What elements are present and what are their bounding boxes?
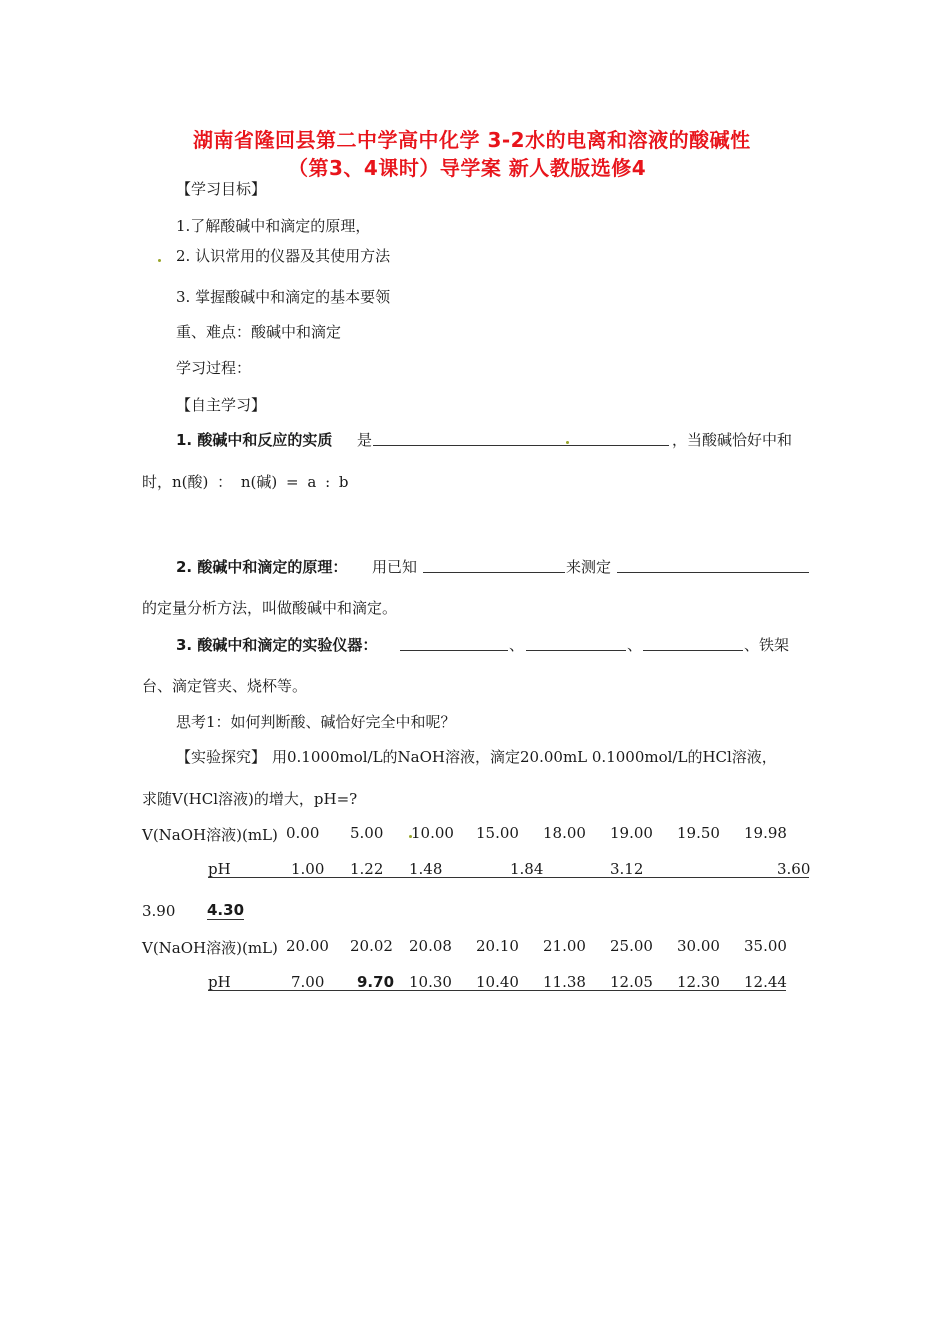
table2-ph-cell: 10.30 <box>409 973 452 991</box>
table2-volume-cell: 30.00 <box>677 937 720 955</box>
title-line-2: （第3、4课时）导学案 新人教版选修4 <box>288 156 647 180</box>
q1-is: 是 <box>357 431 373 449</box>
table2-ph-cell: 12.44 <box>744 973 787 991</box>
table2-ph-cell: 9.70 <box>357 973 395 991</box>
q3-blank-1[interactable] <box>400 634 508 651</box>
table1-volume-cell: 15.00 <box>476 824 519 842</box>
q3-blank-2[interactable] <box>526 634 626 651</box>
table2-ph-cell: 11.38 <box>543 973 586 991</box>
table2-volume-label: V(NaOH溶液)(mL) <box>142 939 278 957</box>
experiment-text: 用0.1000mol/L的NaOH溶液，滴定20.00mL 0.1000mol/L的HCl溶液， <box>272 748 777 766</box>
table2-ph-cell: 10.40 <box>476 973 519 991</box>
q3-line-2: 台、滴定管夹、烧杯等。 <box>142 677 308 695</box>
table2-volume-cell: 20.00 <box>286 937 329 955</box>
goals-heading: 【学习目标】 <box>176 180 267 198</box>
q3-sep-2: 、 <box>627 636 643 654</box>
table1-volume-cell: 19.00 <box>610 824 653 842</box>
table1-volume-cell: 10.00 <box>411 824 454 842</box>
table2-volume-cell: 25.00 <box>610 937 653 955</box>
table2-volume-cell: 35.00 <box>744 937 787 955</box>
table2-volume-cell: 20.10 <box>476 937 519 955</box>
table1-volume-cell: 5.00 <box>350 824 384 842</box>
q2-text-known: 用已知 <box>372 558 418 576</box>
table1-ph-cell: 1.84 <box>510 860 544 878</box>
title-line-1: 湖南省隆回县第二中学高中化学 3-2水的电离和溶液的酸碱性 <box>193 128 751 152</box>
experiment-heading: 【实验探究】 <box>176 748 267 766</box>
table1-ph-cell: 1.00 <box>291 860 325 878</box>
q2-blank-2[interactable] <box>617 556 809 573</box>
decorative-dot <box>566 441 569 444</box>
goal-item-2: 2. 认识常用的仪器及其使用方法 <box>176 247 391 265</box>
table2-ph-label: pH <box>208 973 231 991</box>
process-label: 学习过程： <box>176 359 252 377</box>
q1-mid: ，当酸碱恰好中和 <box>672 431 793 449</box>
q2-blank-1[interactable] <box>423 556 565 573</box>
q1-label: 1. 酸碱中和反应的实质 <box>176 431 333 449</box>
key-points: 重、难点：酸碱中和滴定 <box>176 323 342 341</box>
table1-volume-cell: 0.00 <box>286 824 320 842</box>
think-question: 思考1：如何判断酸、碱恰好完全中和呢？ <box>176 713 456 731</box>
table1-ph-cell: 1.48 <box>409 860 443 878</box>
q2-text-measure: 来测定 <box>566 558 612 576</box>
self-study-heading: 【自主学习】 <box>176 396 267 414</box>
table1-volume-cell: 19.50 <box>677 824 720 842</box>
table1-ph-label: pH <box>208 860 231 878</box>
q3-blank-3[interactable] <box>643 634 743 651</box>
table1-volume-cell: 19.98 <box>744 824 787 842</box>
table1-volume-label: V(NaOH溶液)(mL) <box>142 826 278 844</box>
table2-volume-cell: 20.08 <box>409 937 452 955</box>
goal-item-3: 3. 掌握酸碱中和滴定的基本要领 <box>176 288 391 306</box>
table2-ph-cell: 7.00 <box>291 973 325 991</box>
q2-line-2: 的定量分析方法，叫做酸碱中和滴定。 <box>142 599 398 617</box>
q1-line-2: 时，n(酸) ： n(碱) = a : b <box>142 473 349 491</box>
table2-volume-cell: 20.02 <box>350 937 393 955</box>
table1-ph-cell: 3.12 <box>610 860 644 878</box>
table1-ph-cell: 3.60 <box>777 860 811 878</box>
q3-sep-1: 、 <box>509 636 525 654</box>
q3-end: 、铁架 <box>744 636 790 654</box>
experiment-line-2: 求随V(HCl溶液)的增大，pH=? <box>142 790 358 808</box>
decorative-dot <box>158 259 161 262</box>
goal-item-1: 1.了解酸碱中和滴定的原理， <box>176 217 371 235</box>
table1-ph-cont-cell: 4.30 <box>207 901 245 919</box>
q2-label: 2. 酸碱中和滴定的原理： <box>176 558 348 576</box>
q3-label: 3. 酸碱中和滴定的实验仪器： <box>176 636 378 654</box>
table2-ph-cell: 12.05 <box>610 973 653 991</box>
table1-volume-cell: 18.00 <box>543 824 586 842</box>
table1-ph-cell: 1.22 <box>350 860 384 878</box>
q1-answer-blank[interactable] <box>373 429 669 446</box>
table2-volume-cell: 21.00 <box>543 937 586 955</box>
table1-ph-cont-cell: 3.90 <box>142 902 176 920</box>
table2-ph-cell: 12.30 <box>677 973 720 991</box>
